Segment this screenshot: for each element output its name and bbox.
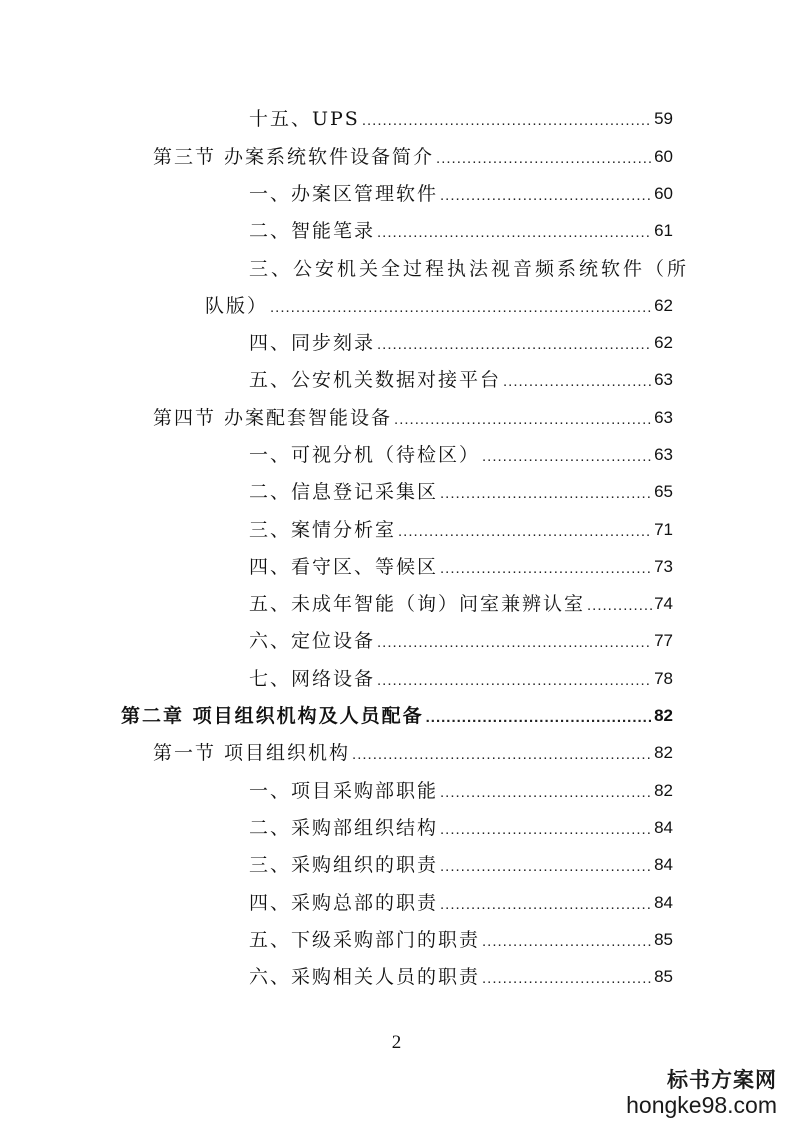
dot-leader bbox=[440, 894, 652, 916]
toc-entry-label: 六、定位设备 bbox=[249, 630, 376, 652]
toc-entry-page: 62 bbox=[654, 333, 673, 352]
toc-entry-page: 85 bbox=[654, 967, 673, 986]
toc-entry-label: 四、采购总部的职责 bbox=[249, 892, 439, 914]
toc-entry-personnel-duties[interactable] bbox=[249, 964, 673, 990]
dot-leader bbox=[377, 334, 652, 356]
dot-leader bbox=[398, 521, 652, 543]
dot-leader bbox=[352, 744, 652, 766]
toc-entry-label: 队版） bbox=[205, 295, 269, 317]
toc-entry-label: 二、智能笔录 bbox=[249, 220, 376, 242]
toc-entry-procurement-hq-duties[interactable] bbox=[249, 890, 673, 916]
toc-entry-page: 71 bbox=[654, 520, 673, 539]
toc-entry-label: 六、采购相关人员的职责 bbox=[249, 966, 481, 988]
toc-entry-label: 四、看守区、等候区 bbox=[249, 556, 439, 578]
toc-entry-ups[interactable] bbox=[249, 106, 673, 132]
toc-entry-positioning-devices[interactable] bbox=[249, 628, 673, 654]
toc-entry-av-system-line1[interactable] bbox=[249, 256, 690, 282]
toc-entry-page: 63 bbox=[654, 408, 673, 427]
toc-entry-label: 第三节 办案系统软件设备简介 bbox=[153, 146, 435, 168]
toc-entry-label: 第二章 项目组织机构及人员配备 bbox=[121, 705, 424, 727]
toc-entry-page: 60 bbox=[654, 184, 673, 203]
dot-leader bbox=[436, 148, 652, 170]
toc-entry-page: 60 bbox=[654, 147, 673, 166]
toc-entry-data-platform[interactable] bbox=[249, 367, 673, 393]
toc-entry-page: 77 bbox=[654, 631, 673, 650]
watermark-title: 标书方案网 bbox=[667, 1067, 777, 1092]
toc-entry-page: 73 bbox=[654, 557, 673, 576]
toc-entry-page: 63 bbox=[654, 370, 673, 389]
toc-entry-procurement-functions[interactable] bbox=[249, 778, 673, 804]
dot-leader bbox=[482, 446, 652, 468]
toc-entry-page: 82 bbox=[654, 743, 673, 762]
toc-entry-video-extension[interactable] bbox=[249, 442, 673, 468]
dot-leader bbox=[587, 595, 652, 617]
dot-leader bbox=[440, 782, 652, 804]
toc-entry-case-analysis-room[interactable] bbox=[249, 517, 673, 543]
page-number: 2 bbox=[391, 1032, 402, 1053]
toc-entry-info-collection[interactable] bbox=[249, 479, 673, 505]
dot-leader bbox=[482, 968, 652, 990]
toc-entry-page: 82 bbox=[654, 706, 673, 725]
toc-entry-label: 二、信息登记采集区 bbox=[249, 481, 439, 503]
dot-leader bbox=[362, 110, 652, 132]
toc-entry-juvenile-room[interactable] bbox=[249, 591, 673, 617]
toc-entry-page: 74 bbox=[654, 594, 673, 613]
toc-entry-section-1[interactable] bbox=[153, 740, 673, 766]
dot-leader bbox=[440, 558, 652, 580]
toc-entry-label: 一、项目采购部职能 bbox=[249, 780, 439, 802]
dot-leader bbox=[377, 222, 652, 244]
toc-entry-page: 84 bbox=[654, 818, 673, 837]
toc-entry-av-system-line2[interactable] bbox=[205, 293, 673, 319]
toc-entry-page: 59 bbox=[654, 109, 673, 128]
toc-entry-subordinate-duties[interactable] bbox=[249, 927, 673, 953]
toc-entry-label: 一、可视分机（待检区） bbox=[249, 444, 481, 466]
toc-entry-label: 四、同步刻录 bbox=[249, 332, 376, 354]
toc-entry-section-4[interactable] bbox=[153, 405, 673, 431]
toc-entry-label: 五、下级采购部门的职责 bbox=[249, 929, 481, 951]
dot-leader bbox=[426, 707, 652, 729]
toc-entry-page: 84 bbox=[654, 893, 673, 912]
toc-entry-page: 85 bbox=[654, 930, 673, 949]
toc-entry-label: 三、公安机关全过程执法视音频系统软件（所 bbox=[249, 258, 690, 280]
toc-entry-label: 第一节 项目组织机构 bbox=[153, 742, 351, 764]
toc-entry-page: 84 bbox=[654, 855, 673, 874]
toc-entry-label: 三、案情分析室 bbox=[249, 519, 397, 541]
toc-entry-network-devices[interactable] bbox=[249, 666, 673, 692]
dot-leader bbox=[377, 670, 652, 692]
toc-entry-procurement-org-duties[interactable] bbox=[249, 852, 673, 878]
toc-entry-label: 第四节 办案配套智能设备 bbox=[153, 407, 393, 429]
watermark bbox=[626, 1068, 777, 1118]
dot-leader bbox=[377, 632, 652, 654]
toc-entry-page: 78 bbox=[654, 669, 673, 688]
toc-entry-chapter-2[interactable] bbox=[121, 703, 673, 729]
dot-leader bbox=[440, 856, 652, 878]
dot-leader bbox=[503, 371, 652, 393]
toc-entry-page: 61 bbox=[654, 221, 673, 240]
dot-leader bbox=[440, 819, 652, 841]
toc-entry-holding-area[interactable] bbox=[249, 554, 673, 580]
toc-entry-label: 七、网络设备 bbox=[249, 668, 376, 690]
toc-entry-procurement-structure[interactable] bbox=[249, 815, 673, 841]
toc-entry-page: 62 bbox=[654, 296, 673, 315]
toc-entry-case-area-software[interactable] bbox=[249, 181, 673, 207]
dot-leader bbox=[394, 409, 652, 431]
toc-entry-page: 63 bbox=[654, 445, 673, 464]
toc-entry-label: 五、公安机关数据对接平台 bbox=[249, 369, 502, 391]
toc-entry-page: 82 bbox=[654, 781, 673, 800]
toc-entry-label: 十五、UPS bbox=[249, 108, 360, 130]
toc-entry-sync-burn[interactable] bbox=[249, 330, 673, 356]
toc-entry-section-3[interactable] bbox=[153, 144, 673, 170]
dot-leader bbox=[440, 185, 652, 207]
dot-leader bbox=[482, 931, 652, 953]
watermark-url: hongke98.com bbox=[626, 1092, 777, 1118]
toc-entry-label: 一、办案区管理软件 bbox=[249, 183, 439, 205]
toc-entry-page: 65 bbox=[654, 482, 673, 501]
toc-entry-label: 二、采购部组织结构 bbox=[249, 817, 439, 839]
dot-leader bbox=[440, 483, 652, 505]
dot-leader bbox=[270, 297, 652, 319]
toc-entry-smart-record[interactable] bbox=[249, 218, 673, 244]
toc-entry-label: 三、采购组织的职责 bbox=[249, 854, 439, 876]
toc-entry-label: 五、未成年智能（询）问室兼辨认室 bbox=[249, 593, 586, 615]
